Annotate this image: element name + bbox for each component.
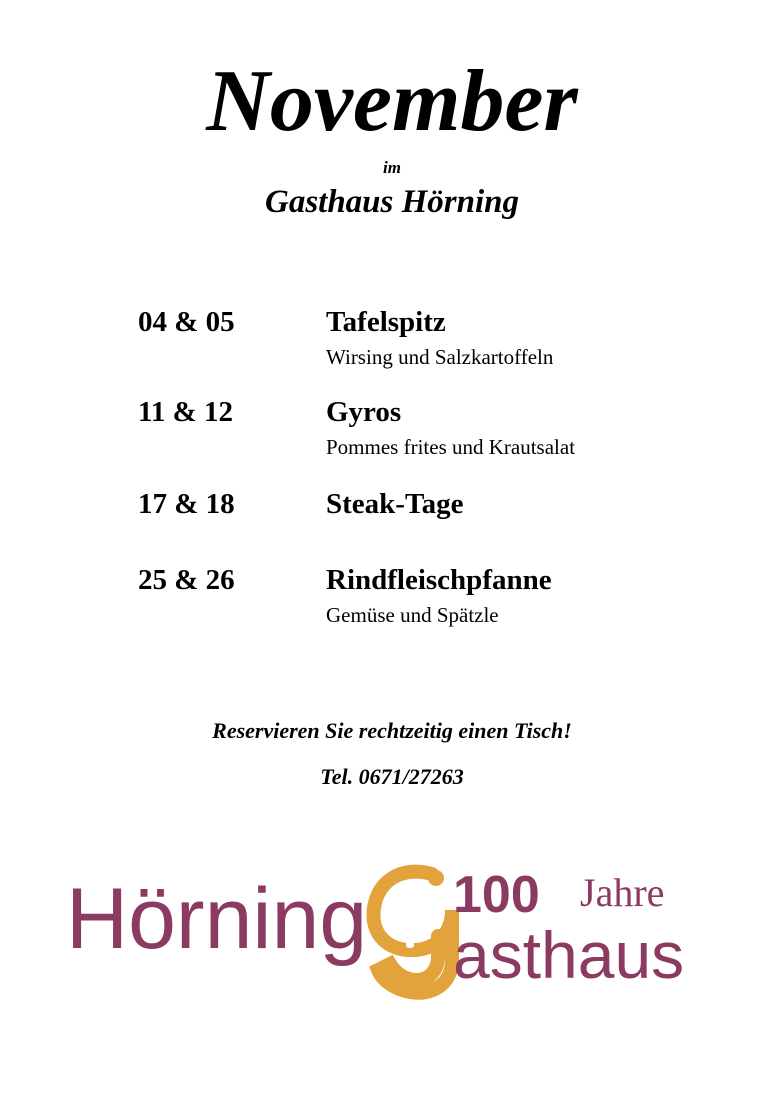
event-date: 04 & 05 [138, 306, 235, 338]
event-item [0, 394, 784, 474]
venue-name: Gasthaus Hörning [264, 184, 520, 220]
fork-g-icon [373, 870, 452, 993]
logo-anniversary-word: Jahre [580, 870, 665, 915]
event-dish: Gyros [326, 396, 402, 428]
page-title: November [206, 53, 578, 150]
event-date: 25 & 26 [138, 564, 235, 596]
phone-number: Tel. 0671/27263 [320, 764, 464, 789]
event-side-dish: Gemüse und Spätzle [326, 603, 499, 627]
gasthaus-logo [60, 860, 730, 1010]
logo-suffix: asthaus [453, 918, 685, 992]
event-dish: Steak-Tage [326, 488, 464, 520]
event-date: 11 & 12 [138, 396, 234, 428]
logo-anniversary-number: 100 [453, 866, 540, 924]
event-dish: Tafelspitz [326, 306, 446, 338]
logo-name: Hörning [66, 871, 368, 967]
event-dish: Rindfleischpfanne [326, 564, 552, 596]
event-date: 17 & 18 [138, 488, 235, 520]
event-side-dish: Wirsing und Salzkartoffeln [326, 345, 554, 369]
event-item [0, 562, 784, 642]
event-item [0, 486, 784, 566]
reservation-note: Reservieren Sie rechtzeitig einen Tisch! [212, 718, 572, 743]
title-connector: im [383, 158, 401, 177]
event-side-dish: Pommes frites und Krautsalat [326, 435, 576, 459]
event-item [0, 304, 784, 384]
